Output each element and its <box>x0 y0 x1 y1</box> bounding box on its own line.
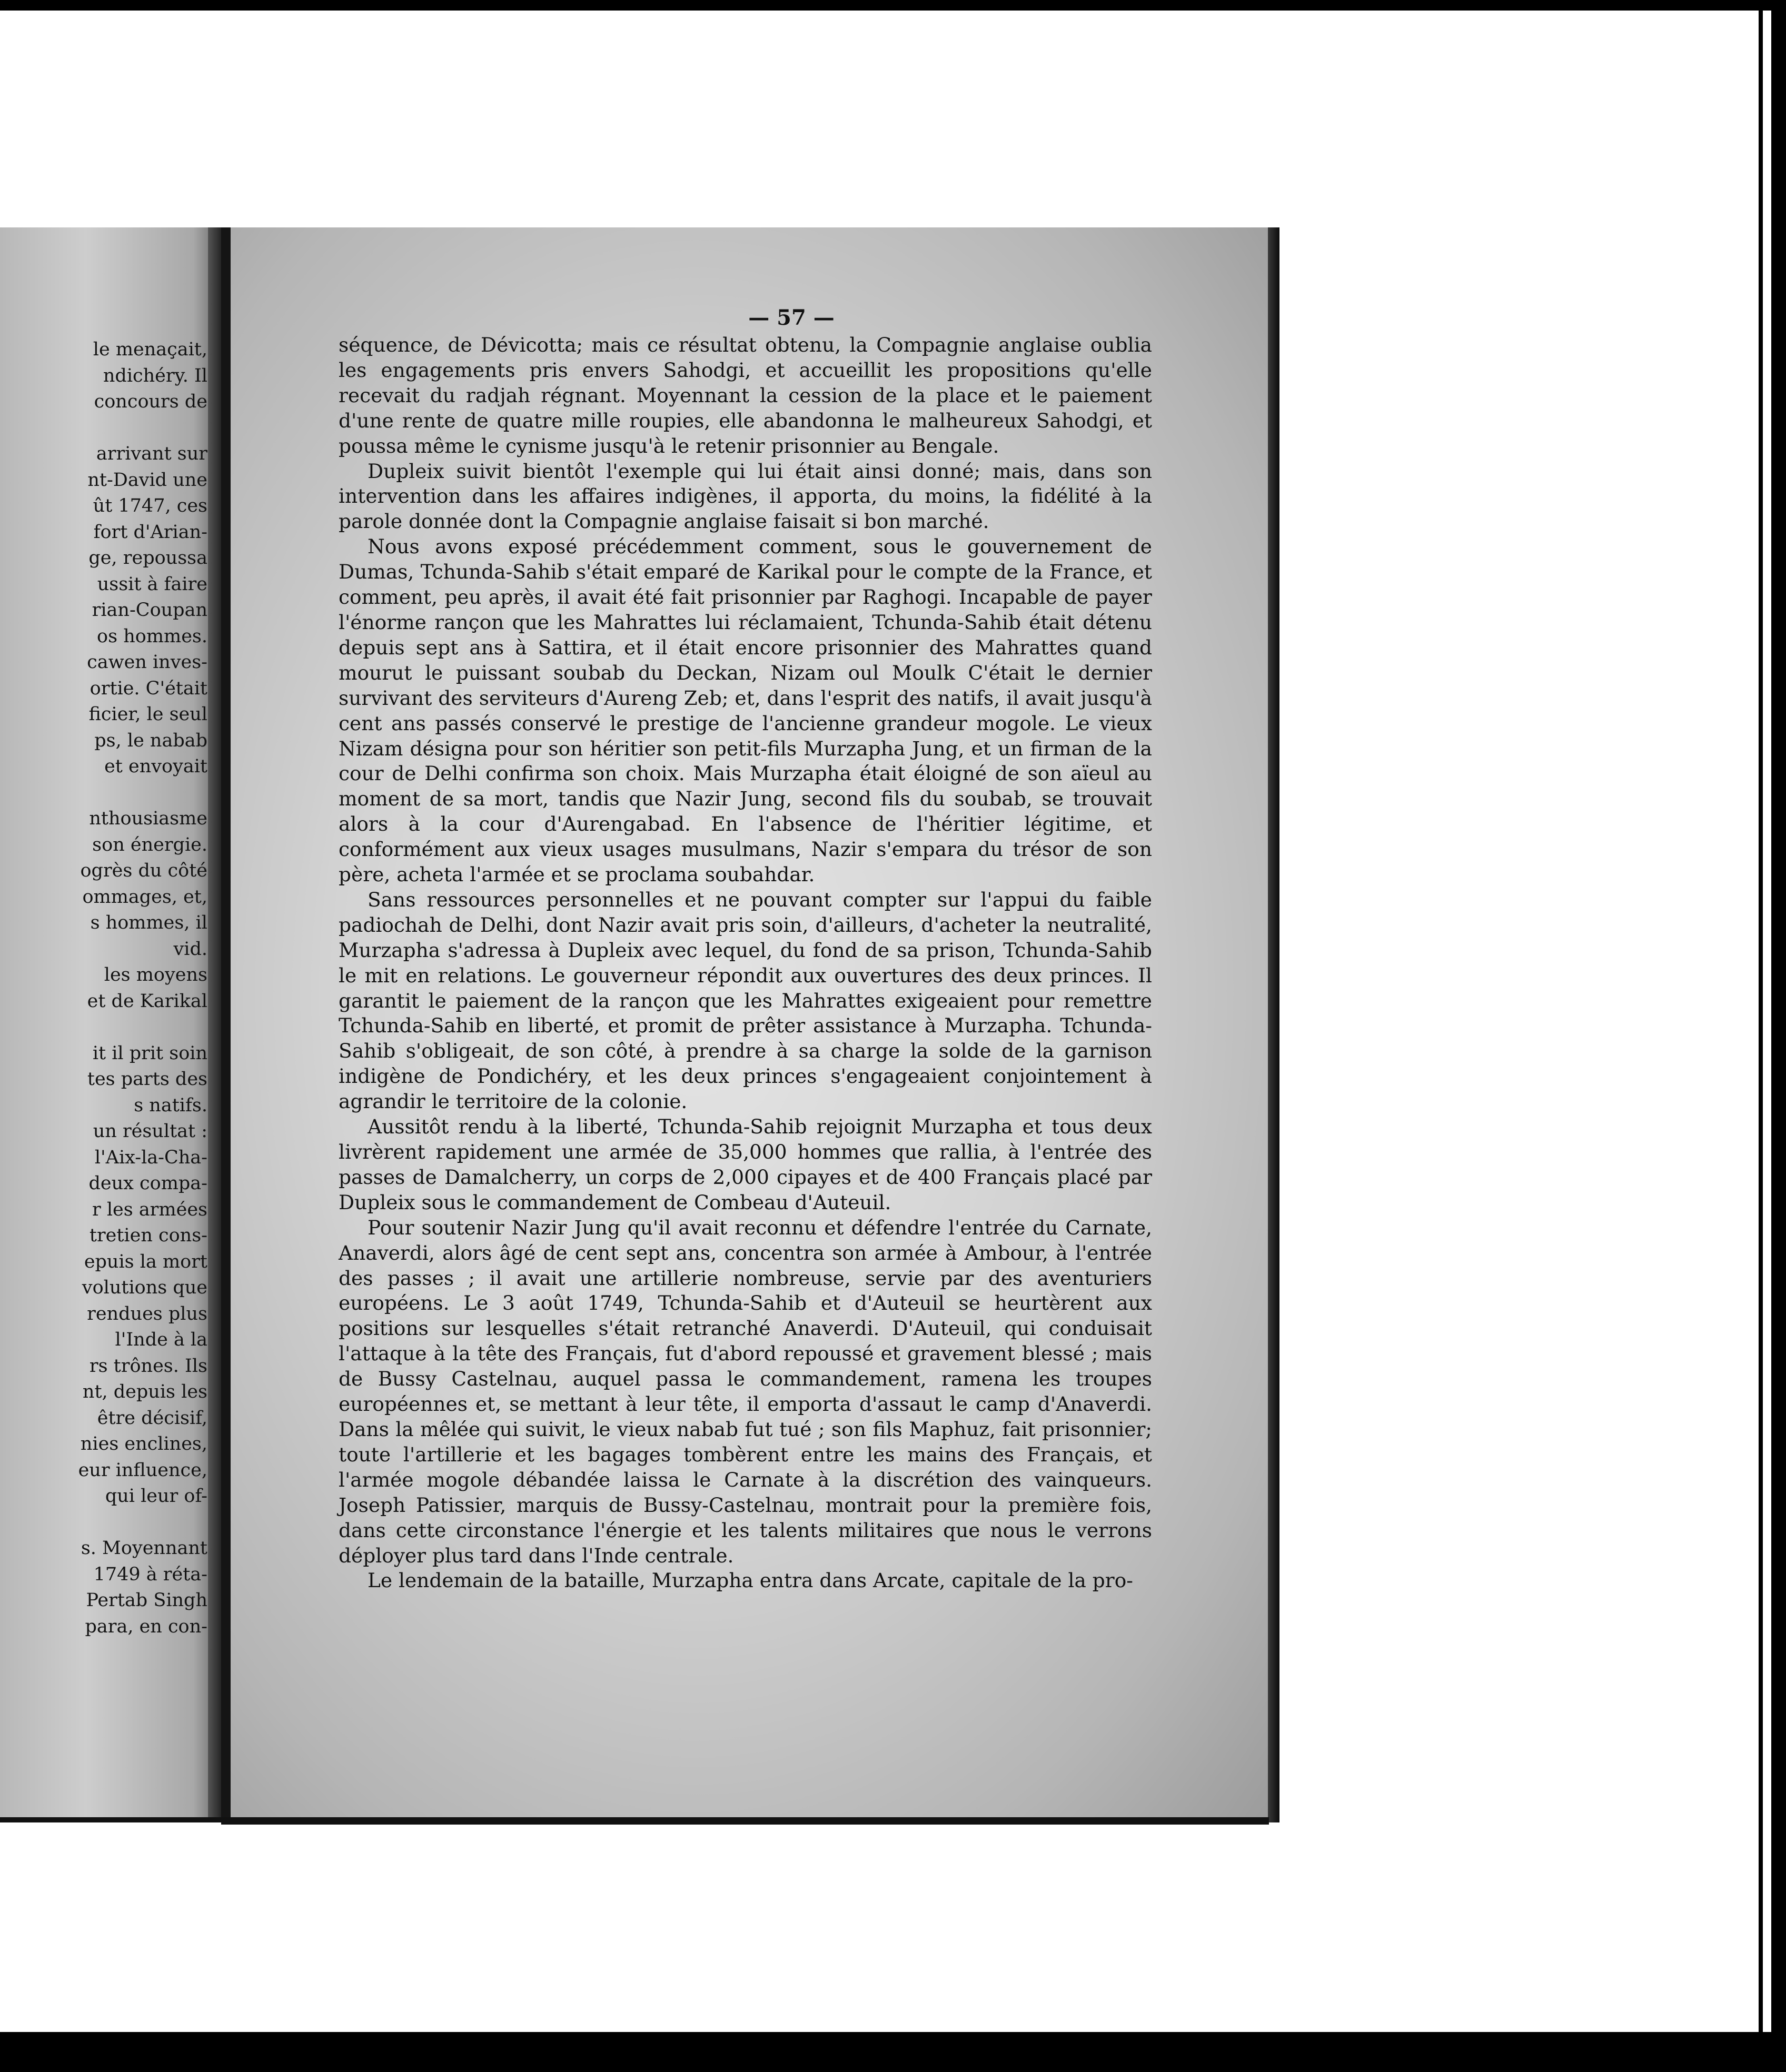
left-page-line: fort d'Arian- <box>93 521 207 543</box>
paragraph: Aussitôt rendu à la liberté, Tchunda-Sahib rejoignit Murzapha et tous deux livrèrent rapidement une armée de 35,000 hommes que rallia, à l'entrée des passes de Damalcherry, un corps de 2,000 cipayes et de 400 Français placé par Dupleix sous le commandement de Combeau d'Auteuil. <box>339 1115 1152 1214</box>
left-page-line: para, en con- <box>85 1616 207 1637</box>
left-page-line: rendues plus <box>87 1303 207 1324</box>
left-page-line: le menaçait, <box>93 339 207 360</box>
left-page-line: l'Inde à la <box>115 1329 207 1350</box>
right-page-edge <box>1268 227 1279 1822</box>
left-page-line: nt, depuis les <box>82 1381 207 1402</box>
left-page-line: nies enclines, <box>80 1433 207 1455</box>
left-page-line: ogrès du côté <box>80 860 207 881</box>
left-page-line: et de Karikal <box>87 990 207 1012</box>
left-page-line: Pertab Singh <box>86 1590 207 1611</box>
left-page-line: tes parts des <box>87 1069 207 1090</box>
left-page-line: ût 1747, ces <box>93 495 207 516</box>
scan-border-bottom <box>0 2032 1786 2072</box>
paragraph: Pour soutenir Nazir Jung qu'il avait reconnu et défendre l'entrée du Carnate, Anaverdi, alors âgé de cent sept ans, concentra son armée à Ambour, à l'entrée des passes ; il avait une artillerie nombreuse, servie par des aventuriers européens. Le 3 août 1749, Tchunda-Sahib et d'Auteuil se heurtèrent aux positions sur lesquelles s'était retranché Anaverdi. D'Auteuil, qui conduisait l'attaque à la tête des Français, fut d'abord repoussé et gravement blessé ; mais de Bussy Castelnau, auquel passa le commandement, ramena les troupes européennes et, se mettant à leur tête, il emporta d'assaut le camp d'Anaverdi. Dans la mêlée qui suivit, le vieux nabab fut tué ; son fils Maphuz, fait prisonnier; toute l'artillerie et les bagages tombèrent entre les mains des Français, et l'armée mogole débandée laissa le Carnate à la discrétion des vainqueurs. Joseph Patissier, marquis de Bussy-Castelnau, montrait pour la première fois, dans cette circonstance l'énergie et les talents militaires que nous le verrons déployer plus tard dans l'Inde centrale. <box>339 1216 1152 1567</box>
left-page-line: ommages, et, <box>82 886 207 908</box>
page-number: — 57 — <box>748 305 835 330</box>
left-page-line: un résultat : <box>93 1121 207 1142</box>
left-page-line: et envoyait <box>104 756 207 777</box>
left-page-line: eur influence, <box>78 1459 207 1481</box>
left-page-line: ge, repoussa <box>88 547 207 569</box>
left-page-line: nt-David une <box>87 469 207 491</box>
paragraph: Dupleix suivit bientôt l'exemple qui lui était ainsi donné; mais, dans son intervention dans les affaires indigènes, il apporta, du moins, la fidélité à la parole donnée dont la Compagnie anglaise faisait si bon marché. <box>339 459 1152 533</box>
page-body-text <box>339 333 1152 1593</box>
left-page-line: concours de <box>94 391 207 412</box>
left-page-line: r les armées <box>92 1199 207 1220</box>
paragraph: séquence, de Dévicotta; mais ce résultat obtenu, la Compagnie anglaise oublia les engagements pris envers Sahodgi, et accueillit les propositions qu'elle recevait du radjah régnant. Moyennant la cession de la place et le paiement d'une rente de quatre mille roupies, elle abandonna le malheureux Sahodgi, et poussa même le cynisme jusqu'à le retenir prisonnier au Bengale. <box>339 333 1152 457</box>
left-page-line: être décisif, <box>97 1407 207 1429</box>
right-page <box>231 227 1268 1817</box>
left-page-line: volutions que <box>82 1277 207 1298</box>
left-page-line: rian-Coupan <box>92 600 207 621</box>
left-page-line: s natifs. <box>134 1094 207 1116</box>
left-page-line: rs trônes. Ils <box>89 1355 207 1377</box>
paragraph: Nous avons exposé précédemment comment, sous le gouvernement de Dumas, Tchunda-Sahib s'était emparé de Karikal pour le compte de la France, et comment, peu après, il avait été fait prisonnier par Raghogi. Incapable de payer l'énorme rançon que les Mahrattes lui réclamaient, Tchunda-Sahib était détenu depuis sept ans à Sattira, et il était encore prisonnier des Mahrattes quand mourut le puissant soubab du Deckan, Nizam oul Moulk C'était le dernier survivant des serviteurs d'Aureng Zeb; et, dans l'esprit des natifs, il avait jusqu'à cent ans passés conservé le prestige de l'ancienne grandeur mogole. Le vieux Nizam désigna pour son héritier son petit-fils Murzapha Jung, et un firman de la cour de Delhi confirma son choix. Mais Murzapha était éloigné de son aïeul au moment de sa mort, tandis que Nazir Jung, second fils du soubab, se trouvait alors à la cour d'Aurengabad. En l'absence de l'héritier légitime, et conformément aux vieux usages musulmans, Nazir s'empara du trésor de son père, acheta l'armée et se proclama soubahdar. <box>339 535 1152 886</box>
left-page-line: s hommes, il <box>90 912 207 933</box>
left-page-line: cawen inves- <box>87 652 207 673</box>
left-page-line: ortie. C'était <box>90 678 207 699</box>
paragraph: Le lendemain de la bataille, Murzapha entra dans Arcate, capitale de la pro- <box>368 1569 1133 1592</box>
left-page-line: qui leur of- <box>105 1486 207 1507</box>
left-page-line: 1749 à réta- <box>93 1563 207 1585</box>
left-page-line: arrivant sur <box>96 443 207 464</box>
left-page-bottom-edge <box>0 1817 321 1822</box>
paragraph: Sans ressources personnelles et ne pouvant compter sur l'appui du faible padiochah de Delhi, dont Nazir avait pris soin, d'ailleurs, d'acheter la neutralité, Murzapha s'adressa à Dupleix avec lequel, du fond de sa prison, Tchunda-Sahib le mit en relations. Le gouverneur répondit aux ouvertures des deux princes. Il garantit le paiement de la rançon que les Mahrattes exigeaient pour remettre Tchunda-Sahib en liberté, et promit de prêter assistance à Murzapha. Tchunda-Sahib s'obligeait, de son côté, à prendre à sa charge la solde de la garnison indigène de Pondichéry, et les deux princes s'engageaient conjointement à agrandir le territoire de la colonie. <box>339 888 1152 1113</box>
left-facing-page <box>0 227 215 1817</box>
left-page-line: deux compa- <box>88 1173 207 1194</box>
left-page-line: it il prit soin <box>92 1042 207 1064</box>
left-page-line: ussit à faire <box>97 573 207 595</box>
left-page-line: ndichéry. Il <box>103 365 207 386</box>
left-page-line: ps, le nabab <box>94 730 207 751</box>
left-page-line: les moyens <box>104 964 207 985</box>
left-page-line: os hommes. <box>97 625 207 647</box>
left-page-line: s. Moyennant <box>81 1538 207 1559</box>
scan-border-right <box>1771 0 1786 2072</box>
left-page-line: nthousiasme <box>89 808 207 829</box>
scan-border-right-inner <box>1759 0 1763 2037</box>
scan-border-top <box>0 0 1786 11</box>
left-page-line: vid. <box>173 938 207 960</box>
page-bottom-edge <box>221 1817 1269 1825</box>
left-page-line: tretien cons- <box>89 1225 207 1246</box>
left-page-line: l'Aix-la-Cha- <box>94 1147 207 1168</box>
book-gutter <box>221 227 231 1822</box>
left-page-line: son énergie. <box>92 834 207 855</box>
left-page-line: ficier, le seul <box>88 704 207 725</box>
left-page-line: epuis la mort <box>84 1251 207 1272</box>
